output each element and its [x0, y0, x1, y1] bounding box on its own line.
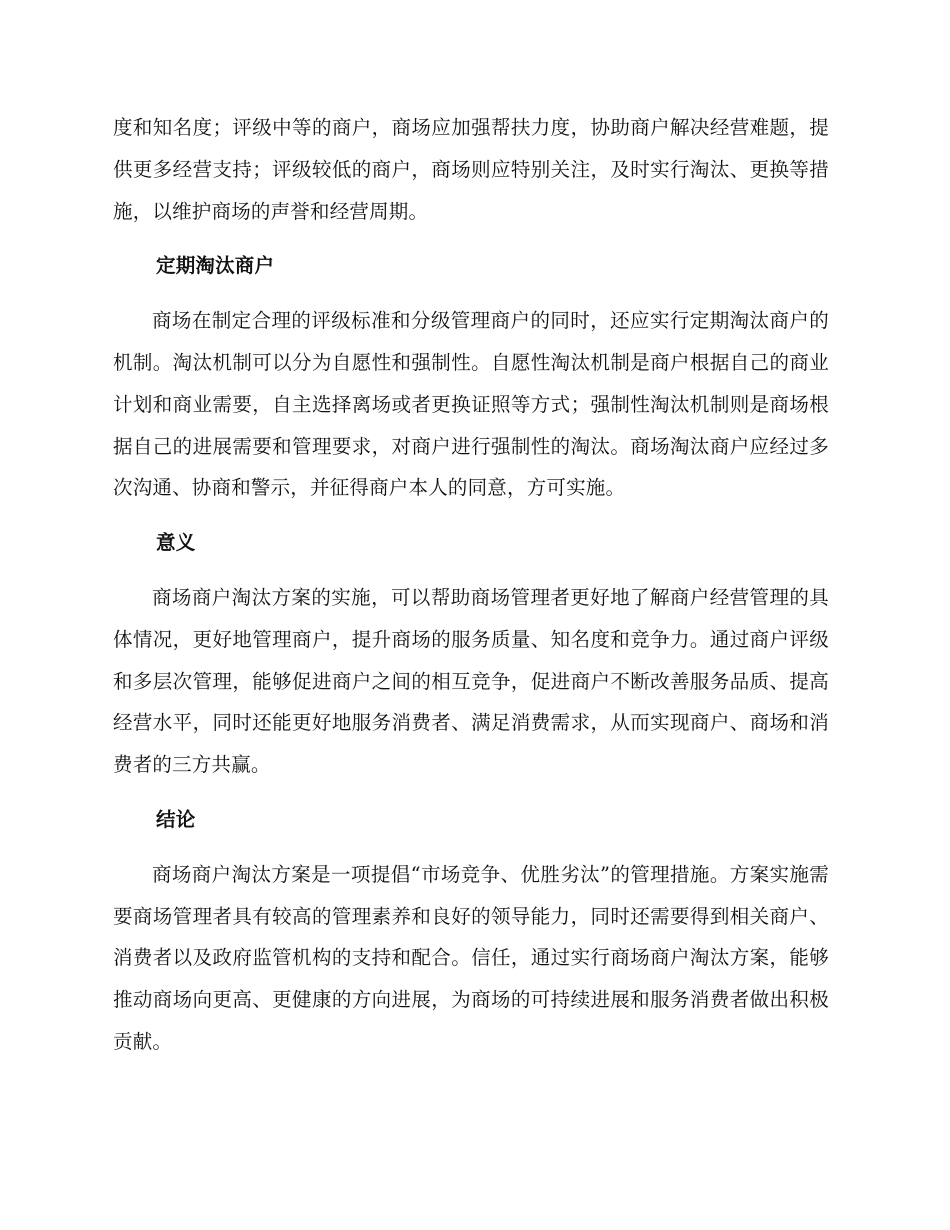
paragraph-rating-measures: 度和知名度；评级中等的商户，商场应加强帮扶力度，协助商户解决经营难题，提供更多经营支持；评级较低的商户，商场则应特别关注，及时实行淘汰、更换等措施，以维护商场的声誉和经营周期。: [113, 116, 829, 223]
section-heading-periodic-elimination: 定期淘汰商户: [156, 254, 275, 278]
paragraph-significance: 商场商户淘汰方案的实施，可以帮助商场管理者更好地了解商户经营管理的具体情况，更好地管理商户，提升商场的服务质量、知名度和竞争力。通过商户评级和多层次管理，能够促进商户之间的相互竞争，促进商户不断改善服务品质、提高经营水平，同时还能更好地服务消费者、满足消费需求，从而实现商户、商场和消费者的三方共赢。: [113, 585, 829, 777]
section-heading-significance: 意义: [156, 531, 196, 555]
section-heading-conclusion: 结论: [156, 807, 196, 831]
document-page: [113, 107, 829, 1076]
paragraph-elimination-mechanism: 商场在制定合理的评级标准和分级管理商户的同时，还应实行定期淘汰商户的机制。淘汰机制可以分为自愿性和强制性。自愿性淘汰机制是商户根据自己的商业计划和商业需要，自主选择离场或者更换证照等方式；强制性淘汰机制则是商场根据自己的进展需要和管理要求，对商户进行强制性的淘汰。商场淘汰商户应经过多次沟通、协商和警示，并征得商户本人的同意，方可实施。: [113, 309, 829, 500]
paragraph-conclusion: 商场商户淘汰方案是一项提倡“市场竞争、优胜劣汰”的管理措施。方案实施需要商场管理者具有较高的管理素养和良好的领导能力，同时还需要得到相关商户、消费者以及政府监管机构的支持和配合。信任，通过实行商场商户淘汰方案，能够推动商场向更高、更健康的方向进展，为商场的可持续进展和服务消费者做出积极贡献。: [113, 862, 829, 1053]
